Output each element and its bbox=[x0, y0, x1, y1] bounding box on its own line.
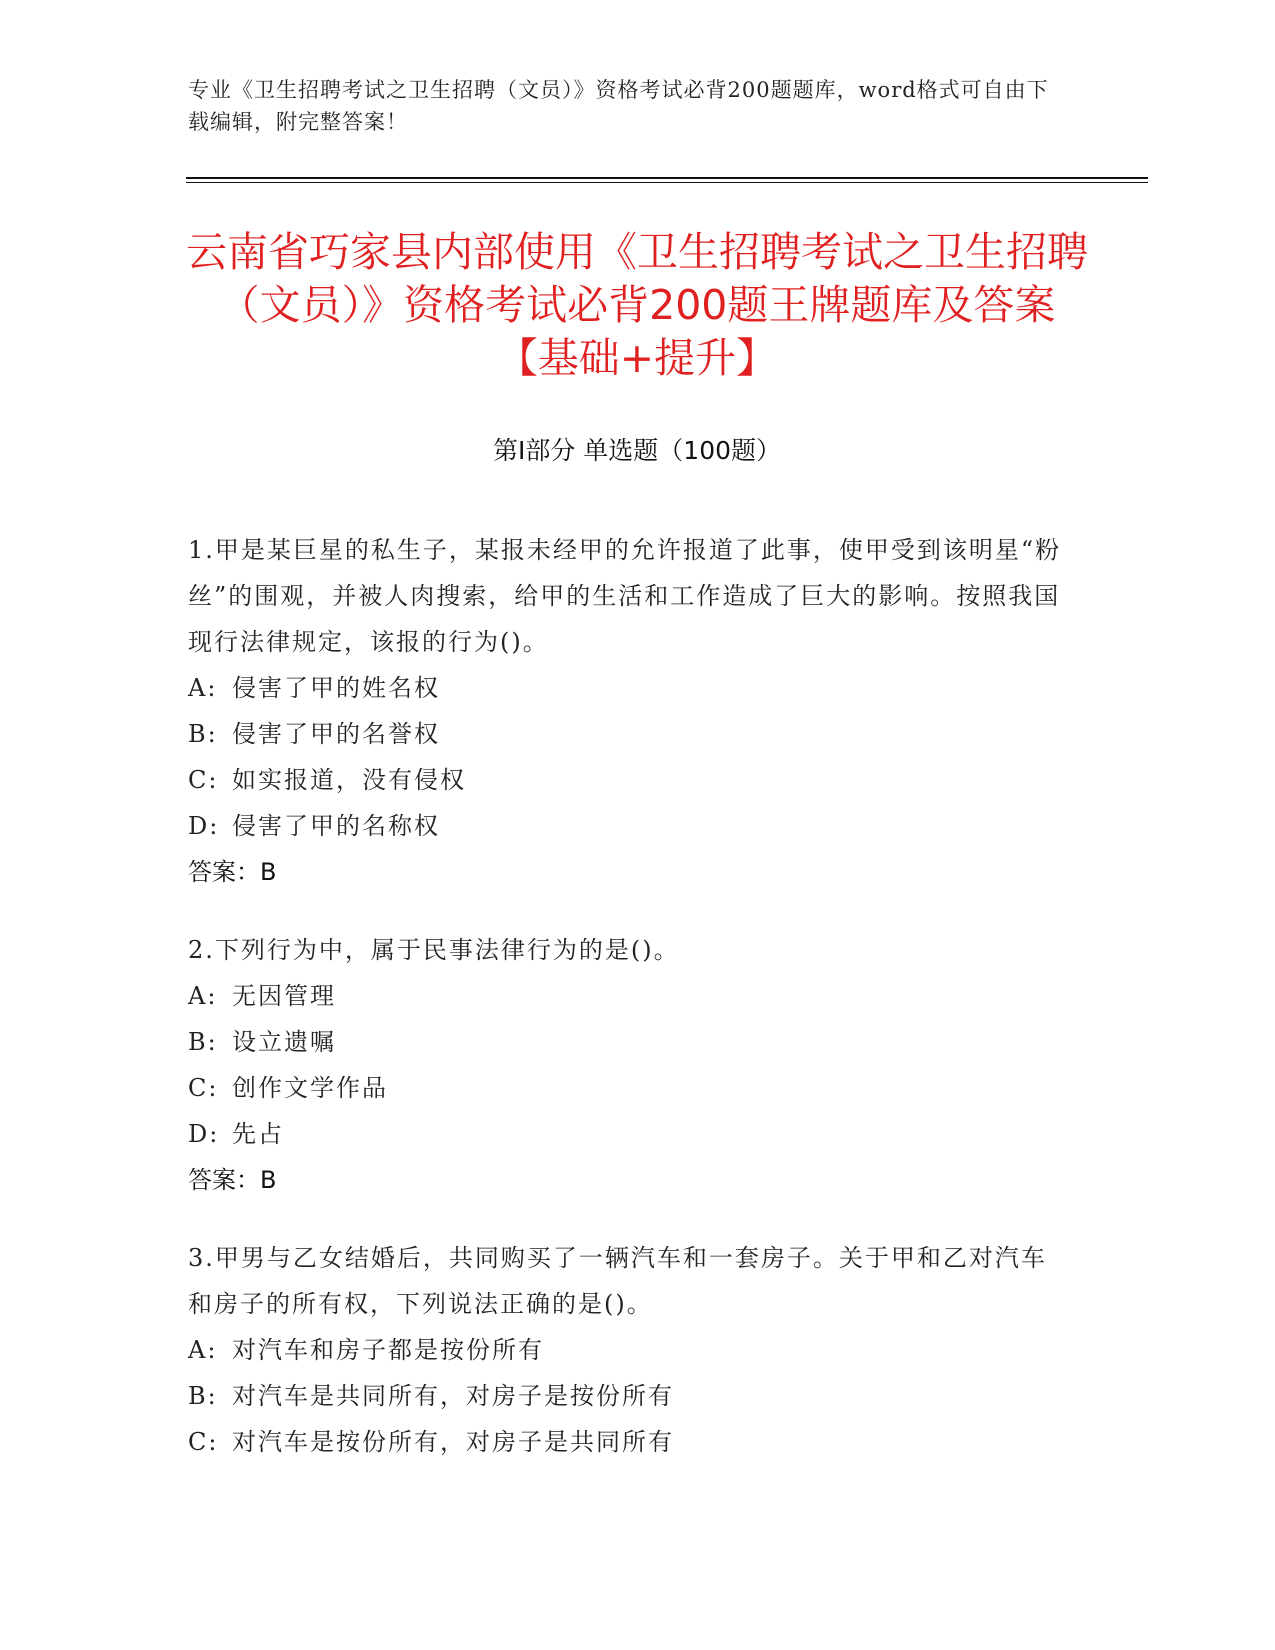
question-1 bbox=[188, 527, 1068, 895]
option-text: 对汽车是按份所有，对房子是共同所有 bbox=[232, 1428, 674, 1456]
question-stem: 1.甲是某巨星的私生子，某报未经甲的允许报道了此事，使甲受到该明星“粉丝”的围观，并被人肉搜索，给甲的生活和工作造成了巨大的影响。按照我国现行法律规定，该报的行为()。 bbox=[188, 536, 1062, 656]
option-c bbox=[188, 1065, 1068, 1111]
option-text: 创作文学作品 bbox=[232, 1074, 388, 1102]
option-key: A: bbox=[188, 1336, 218, 1364]
document-title: 云南省巧家县内部使用《卫生招聘考试之卫生招聘（文员）》资格考试必背200题王牌题库及答案【基础+提升】 bbox=[186, 228, 1088, 382]
section-heading: 第Ⅰ部分 单选题（100题） bbox=[492, 436, 782, 465]
option-text: 无因管理 bbox=[232, 982, 336, 1010]
option-key: D: bbox=[188, 812, 220, 840]
header-note: 专业《卫生招聘考试之卫生招聘（文员）》资格考试必背200题题库，word格式可自由下载编辑，附完整答案！ bbox=[188, 78, 1049, 134]
option-text: 设立遗嘱 bbox=[232, 1028, 336, 1056]
option-text: 侵害了甲的姓名权 bbox=[232, 674, 440, 702]
option-b bbox=[188, 1019, 1068, 1065]
question-list bbox=[188, 527, 1068, 1497]
option-key: C: bbox=[188, 766, 219, 794]
header-rule-thick bbox=[186, 177, 1148, 179]
question-stem: 3.甲男与乙女结婚后，共同购买了一辆汽车和一套房子。关于甲和乙对汽车和房子的所有权，下列说法正确的是()。 bbox=[188, 1244, 1047, 1318]
option-text: 对汽车是共同所有，对房子是按份所有 bbox=[232, 1382, 674, 1410]
question-3 bbox=[188, 1235, 1068, 1465]
header-rule-thin bbox=[186, 182, 1148, 183]
option-key: A: bbox=[188, 674, 218, 702]
option-key: D: bbox=[188, 1120, 220, 1148]
option-text: 先占 bbox=[232, 1120, 284, 1148]
answer-line: 答案：B bbox=[188, 1166, 277, 1194]
option-b bbox=[188, 1373, 1068, 1419]
option-key: C: bbox=[188, 1074, 219, 1102]
option-a bbox=[188, 1327, 1068, 1373]
option-d bbox=[188, 1111, 1068, 1157]
option-text: 侵害了甲的名誉权 bbox=[232, 720, 440, 748]
question-2 bbox=[188, 927, 1068, 1203]
option-a bbox=[188, 973, 1068, 1019]
option-d bbox=[188, 803, 1068, 849]
option-text: 如实报道，没有侵权 bbox=[232, 766, 466, 794]
question-stem: 2.下列行为中，属于民事法律行为的是()。 bbox=[188, 936, 680, 964]
answer-line: 答案：B bbox=[188, 858, 277, 886]
option-c bbox=[188, 1419, 1068, 1465]
option-key: A: bbox=[188, 982, 218, 1010]
option-c bbox=[188, 757, 1068, 803]
option-text: 侵害了甲的名称权 bbox=[232, 812, 440, 840]
option-key: B: bbox=[188, 1028, 218, 1056]
option-a bbox=[188, 665, 1068, 711]
option-key: C: bbox=[188, 1428, 219, 1456]
option-b bbox=[188, 711, 1068, 757]
option-key: B: bbox=[188, 1382, 218, 1410]
option-text: 对汽车和房子都是按份所有 bbox=[232, 1336, 544, 1364]
option-key: B: bbox=[188, 720, 218, 748]
